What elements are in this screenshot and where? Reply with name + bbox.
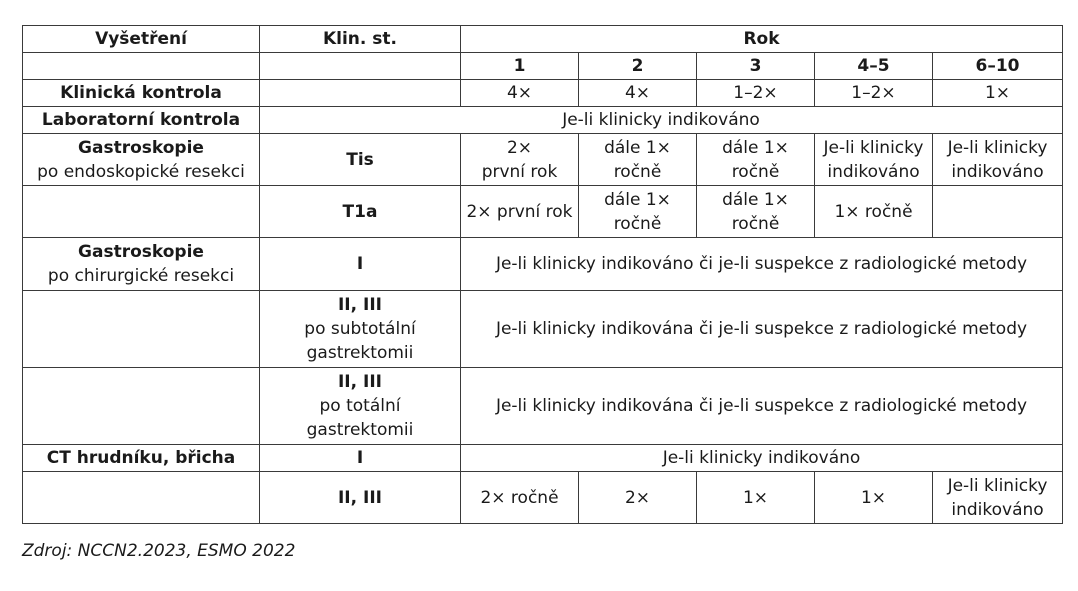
value-cell: dále 1× ročně [697, 186, 815, 238]
value-cell: 2× ročně [461, 472, 579, 524]
year-1: 1 [461, 53, 579, 80]
value-cell: 1–2× [815, 80, 933, 107]
stage-total: II, III po totální gastrektomii [260, 368, 461, 445]
exam-gastro-endo: Gastroskopie po endoskopické resekci [23, 134, 260, 186]
header-row [23, 26, 1063, 53]
value-cell: 1× [697, 472, 815, 524]
value-cell: Je-li klinicky indikováno [815, 134, 933, 186]
row-gastro-surg-subtotal [23, 291, 1063, 368]
span-cell: Je-li klinicky indikována či je-li suspekce z radiologické metody [461, 368, 1063, 445]
year-4-5: 4–5 [815, 53, 933, 80]
follow-up-table [22, 25, 1063, 524]
empty-cell [23, 472, 260, 524]
value-cell: 4× [461, 80, 579, 107]
row-gastro-endo-tis [23, 134, 1063, 186]
year-3: 3 [697, 53, 815, 80]
source-note: Zdroj: NCCN2.2023, ESMO 2022 [22, 541, 296, 561]
row-lab [23, 107, 1063, 134]
row-clinical [23, 80, 1063, 107]
value-cell: 2× první rok [461, 186, 579, 238]
value-cell: 2× první rok [461, 134, 579, 186]
exam-gastro-surg: Gastroskopie po chirurgické resekci [23, 238, 260, 291]
value-cell: dále 1× ročně [697, 134, 815, 186]
value-cell: dále 1× ročně [579, 186, 697, 238]
header-stage: Klin. st. [260, 26, 461, 53]
value-cell: 2× [579, 472, 697, 524]
value-cell: 1–2× [697, 80, 815, 107]
stage-tis: Tis [260, 134, 461, 186]
header-year: Rok [461, 26, 1063, 53]
empty-cell [260, 80, 461, 107]
exam-clinical: Klinická kontrola [23, 80, 260, 107]
exam-lab: Laboratorní kontrola [23, 107, 260, 134]
empty-cell [23, 53, 260, 80]
value-cell: Je-li klinicky indikováno [933, 134, 1063, 186]
value-cell: 1× [815, 472, 933, 524]
row-gastro-endo-t1a [23, 186, 1063, 238]
empty-cell [260, 53, 461, 80]
value-cell: Je-li klinicky indikováno [933, 472, 1063, 524]
stage-i: I [260, 445, 461, 472]
value-cell: 4× [579, 80, 697, 107]
row-ct-i [23, 445, 1063, 472]
year-2: 2 [579, 53, 697, 80]
year-6-10: 6–10 [933, 53, 1063, 80]
value-cell [933, 186, 1063, 238]
span-cell: Je-li klinicky indikováno či je-li suspekce z radiologické metody [461, 238, 1063, 291]
stage-ii-iii: II, III [260, 472, 461, 524]
value-cell: dále 1× ročně [579, 134, 697, 186]
value-cell: 1× [933, 80, 1063, 107]
header-exam: Vyšetření [23, 26, 260, 53]
row-gastro-surg-i [23, 238, 1063, 291]
span-cell: Je-li klinicky indikována či je-li suspekce z radiologické metody [461, 291, 1063, 368]
year-row [23, 53, 1063, 80]
stage-i: I [260, 238, 461, 291]
row-ct-ii-iii [23, 472, 1063, 524]
stage-t1a: T1a [260, 186, 461, 238]
value-cell: 1× ročně [815, 186, 933, 238]
stage-subtotal: II, III po subtotální gastrektomii [260, 291, 461, 368]
row-gastro-surg-total [23, 368, 1063, 445]
span-cell: Je-li klinicky indikováno [260, 107, 1063, 134]
empty-cell [23, 186, 260, 238]
exam-ct: CT hrudníku, břicha [23, 445, 260, 472]
span-cell: Je-li klinicky indikováno [461, 445, 1063, 472]
empty-cell [23, 291, 260, 368]
empty-cell [23, 368, 260, 445]
